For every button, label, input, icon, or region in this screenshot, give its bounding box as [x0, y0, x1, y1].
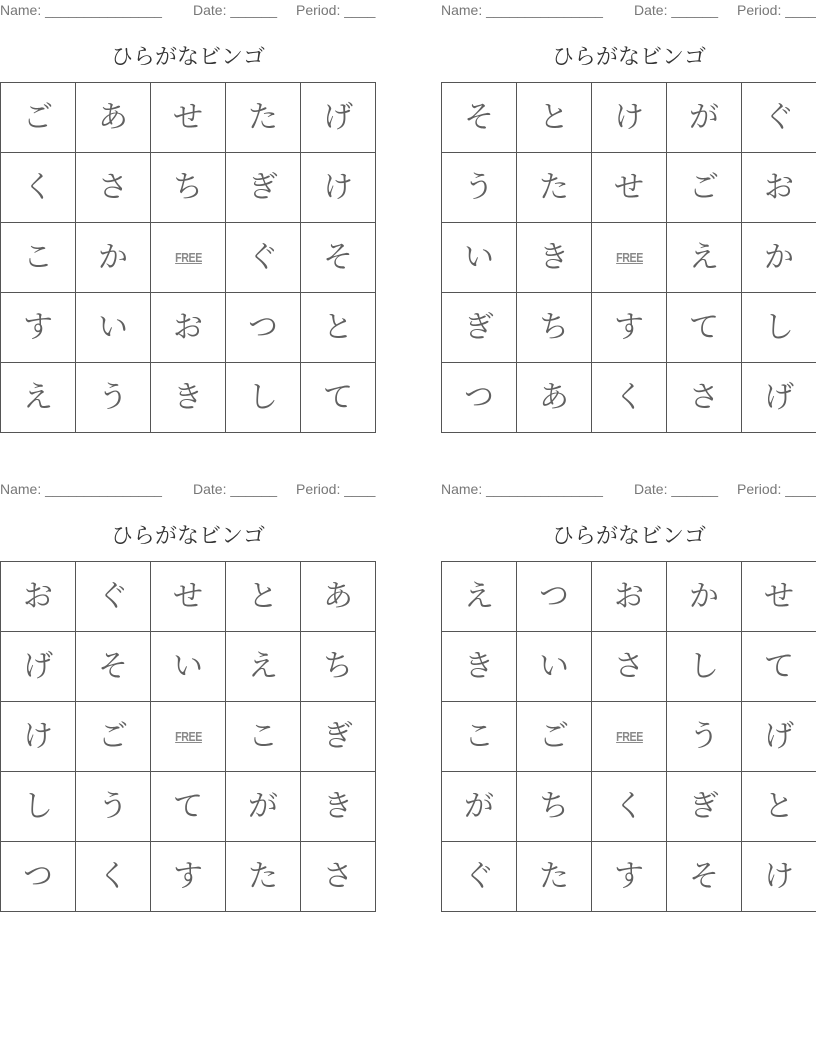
- bingo-card: [441, 0, 816, 440]
- bingo-cell: す: [592, 842, 667, 912]
- bingo-cell: え: [1, 363, 76, 433]
- bingo-grid: [0, 82, 376, 433]
- bingo-cell: せ: [151, 562, 226, 632]
- bingo-cell: ご: [667, 153, 742, 223]
- bingo-cell: こ: [226, 702, 301, 772]
- bingo-grid: [441, 82, 816, 433]
- card-title: ひらがなビンゴ: [551, 524, 706, 549]
- bingo-row: [1, 562, 376, 632]
- card-header: [441, 2, 816, 18]
- period-field: Period: ____: [296, 2, 376, 18]
- bingo-cell: く: [1, 153, 76, 223]
- bingo-cell: す: [592, 293, 667, 363]
- card-title: ひらがなビンゴ: [551, 45, 706, 70]
- bingo-row: [442, 363, 816, 433]
- bingo-cell: ぐ: [442, 842, 517, 912]
- bingo-row: [1, 293, 376, 363]
- free-space: FREE: [598, 702, 660, 772]
- bingo-cell: て: [742, 632, 816, 702]
- bingo-row: [442, 842, 816, 912]
- bingo-cell: す: [151, 842, 226, 912]
- bingo-grid: [441, 561, 816, 912]
- bingo-cell: く: [592, 363, 667, 433]
- bingo-cell: つ: [517, 562, 592, 632]
- bingo-cell: あ: [301, 562, 376, 632]
- bingo-cell: と: [517, 83, 592, 153]
- bingo-cell: し: [742, 293, 816, 363]
- bingo-row: [1, 83, 376, 153]
- bingo-cell: そ: [76, 632, 151, 702]
- bingo-card: [441, 479, 816, 919]
- bingo-cell: け: [742, 842, 816, 912]
- bingo-cell: き: [301, 772, 376, 842]
- bingo-row: [442, 293, 816, 363]
- bingo-cell: そ: [301, 223, 376, 293]
- card-header: [0, 481, 376, 497]
- bingo-cell: え: [667, 223, 742, 293]
- bingo-cell: く: [592, 772, 667, 842]
- bingo-cell: か: [76, 223, 151, 293]
- bingo-cell: げ: [742, 702, 816, 772]
- bingo-row: [1, 842, 376, 912]
- bingo-cell: ご: [76, 702, 151, 772]
- card-header: [441, 481, 816, 497]
- bingo-cell: げ: [301, 83, 376, 153]
- bingo-cell: ぎ: [301, 702, 376, 772]
- bingo-cell: す: [1, 293, 76, 363]
- bingo-cell: え: [226, 632, 301, 702]
- bingo-cell: き: [517, 223, 592, 293]
- bingo-cell: い: [151, 632, 226, 702]
- free-space: FREE: [157, 223, 219, 293]
- bingo-cell: げ: [742, 363, 816, 433]
- bingo-cell: ぐ: [226, 223, 301, 293]
- date-field: Date: ______: [634, 481, 719, 497]
- bingo-cell: さ: [667, 363, 742, 433]
- bingo-cell: う: [667, 702, 742, 772]
- bingo-row: [442, 772, 816, 842]
- bingo-cell: ち: [151, 153, 226, 223]
- bingo-cell: ち: [517, 293, 592, 363]
- bingo-cell: い: [517, 632, 592, 702]
- bingo-cell: そ: [667, 842, 742, 912]
- bingo-cell: う: [442, 153, 517, 223]
- bingo-row: [1, 153, 376, 223]
- bingo-cell: ぎ: [442, 293, 517, 363]
- bingo-cell: さ: [301, 842, 376, 912]
- card-title: ひらがなビンゴ: [110, 524, 265, 549]
- bingo-cell: ち: [517, 772, 592, 842]
- free-space: FREE: [157, 702, 219, 772]
- bingo-cell: お: [151, 293, 226, 363]
- bingo-cell: し: [667, 632, 742, 702]
- bingo-cell: た: [226, 83, 301, 153]
- bingo-cell: つ: [226, 293, 301, 363]
- bingo-cell: さ: [76, 153, 151, 223]
- bingo-cell: が: [226, 772, 301, 842]
- bingo-cell: け: [592, 83, 667, 153]
- bingo-row: [442, 223, 816, 293]
- bingo-cell: さ: [592, 632, 667, 702]
- bingo-cell: つ: [1, 842, 76, 912]
- bingo-grid: [0, 561, 376, 912]
- date-field: Date: ______: [634, 2, 719, 18]
- bingo-cell: が: [442, 772, 517, 842]
- free-space: FREE: [598, 223, 660, 293]
- bingo-cell: お: [742, 153, 816, 223]
- bingo-cell: き: [151, 363, 226, 433]
- bingo-row: [442, 702, 816, 772]
- bingo-row: [1, 223, 376, 293]
- bingo-cell: か: [667, 562, 742, 632]
- bingo-cell: け: [1, 702, 76, 772]
- name-field: Name: _______________: [0, 481, 162, 497]
- bingo-cell: て: [667, 293, 742, 363]
- bingo-row: [1, 702, 376, 772]
- bingo-cell: ご: [1, 83, 76, 153]
- bingo-card: [0, 0, 376, 440]
- bingo-cell: せ: [592, 153, 667, 223]
- period-field: Period: ____: [296, 481, 376, 497]
- bingo-cell: ぎ: [226, 153, 301, 223]
- bingo-cell: げ: [1, 632, 76, 702]
- bingo-cell: し: [1, 772, 76, 842]
- bingo-row: [442, 153, 816, 223]
- bingo-cell: つ: [442, 363, 517, 433]
- bingo-cell: と: [742, 772, 816, 842]
- bingo-cell: ち: [301, 632, 376, 702]
- bingo-cell: ぐ: [742, 83, 816, 153]
- card-title: ひらがなビンゴ: [110, 45, 265, 70]
- bingo-cell: た: [226, 842, 301, 912]
- bingo-cell: ご: [517, 702, 592, 772]
- bingo-cell: て: [301, 363, 376, 433]
- bingo-cell: い: [442, 223, 517, 293]
- bingo-cell: お: [592, 562, 667, 632]
- bingo-cell: こ: [442, 702, 517, 772]
- bingo-cell: く: [76, 842, 151, 912]
- bingo-cell: た: [517, 842, 592, 912]
- bingo-card: [0, 479, 376, 919]
- bingo-cell: て: [151, 772, 226, 842]
- bingo-cell: こ: [1, 223, 76, 293]
- bingo-cell: そ: [442, 83, 517, 153]
- bingo-cell: か: [742, 223, 816, 293]
- bingo-cell: け: [301, 153, 376, 223]
- bingo-cell: と: [226, 562, 301, 632]
- bingo-cell: し: [226, 363, 301, 433]
- name-field: Name: _______________: [441, 481, 603, 497]
- bingo-cell: い: [76, 293, 151, 363]
- date-field: Date: ______: [193, 2, 278, 18]
- bingo-cell: ぐ: [76, 562, 151, 632]
- bingo-cell: と: [301, 293, 376, 363]
- bingo-row: [442, 562, 816, 632]
- date-field: Date: ______: [193, 481, 278, 497]
- bingo-cell: が: [667, 83, 742, 153]
- bingo-row: [442, 83, 816, 153]
- period-field: Period: ____: [737, 481, 816, 497]
- bingo-cell: う: [76, 363, 151, 433]
- bingo-cell: う: [76, 772, 151, 842]
- bingo-cell: た: [517, 153, 592, 223]
- name-field: Name: _______________: [0, 2, 162, 18]
- name-field: Name: _______________: [441, 2, 603, 18]
- bingo-row: [1, 363, 376, 433]
- card-header: [0, 2, 376, 18]
- bingo-cell: え: [442, 562, 517, 632]
- bingo-row: [1, 772, 376, 842]
- period-field: Period: ____: [737, 2, 816, 18]
- bingo-cell: あ: [517, 363, 592, 433]
- bingo-cell: あ: [76, 83, 151, 153]
- bingo-row: [1, 632, 376, 702]
- bingo-cell: せ: [151, 83, 226, 153]
- bingo-cell: ぎ: [667, 772, 742, 842]
- bingo-cell: お: [1, 562, 76, 632]
- bingo-row: [442, 632, 816, 702]
- bingo-cell: せ: [742, 562, 816, 632]
- bingo-cell: き: [442, 632, 517, 702]
